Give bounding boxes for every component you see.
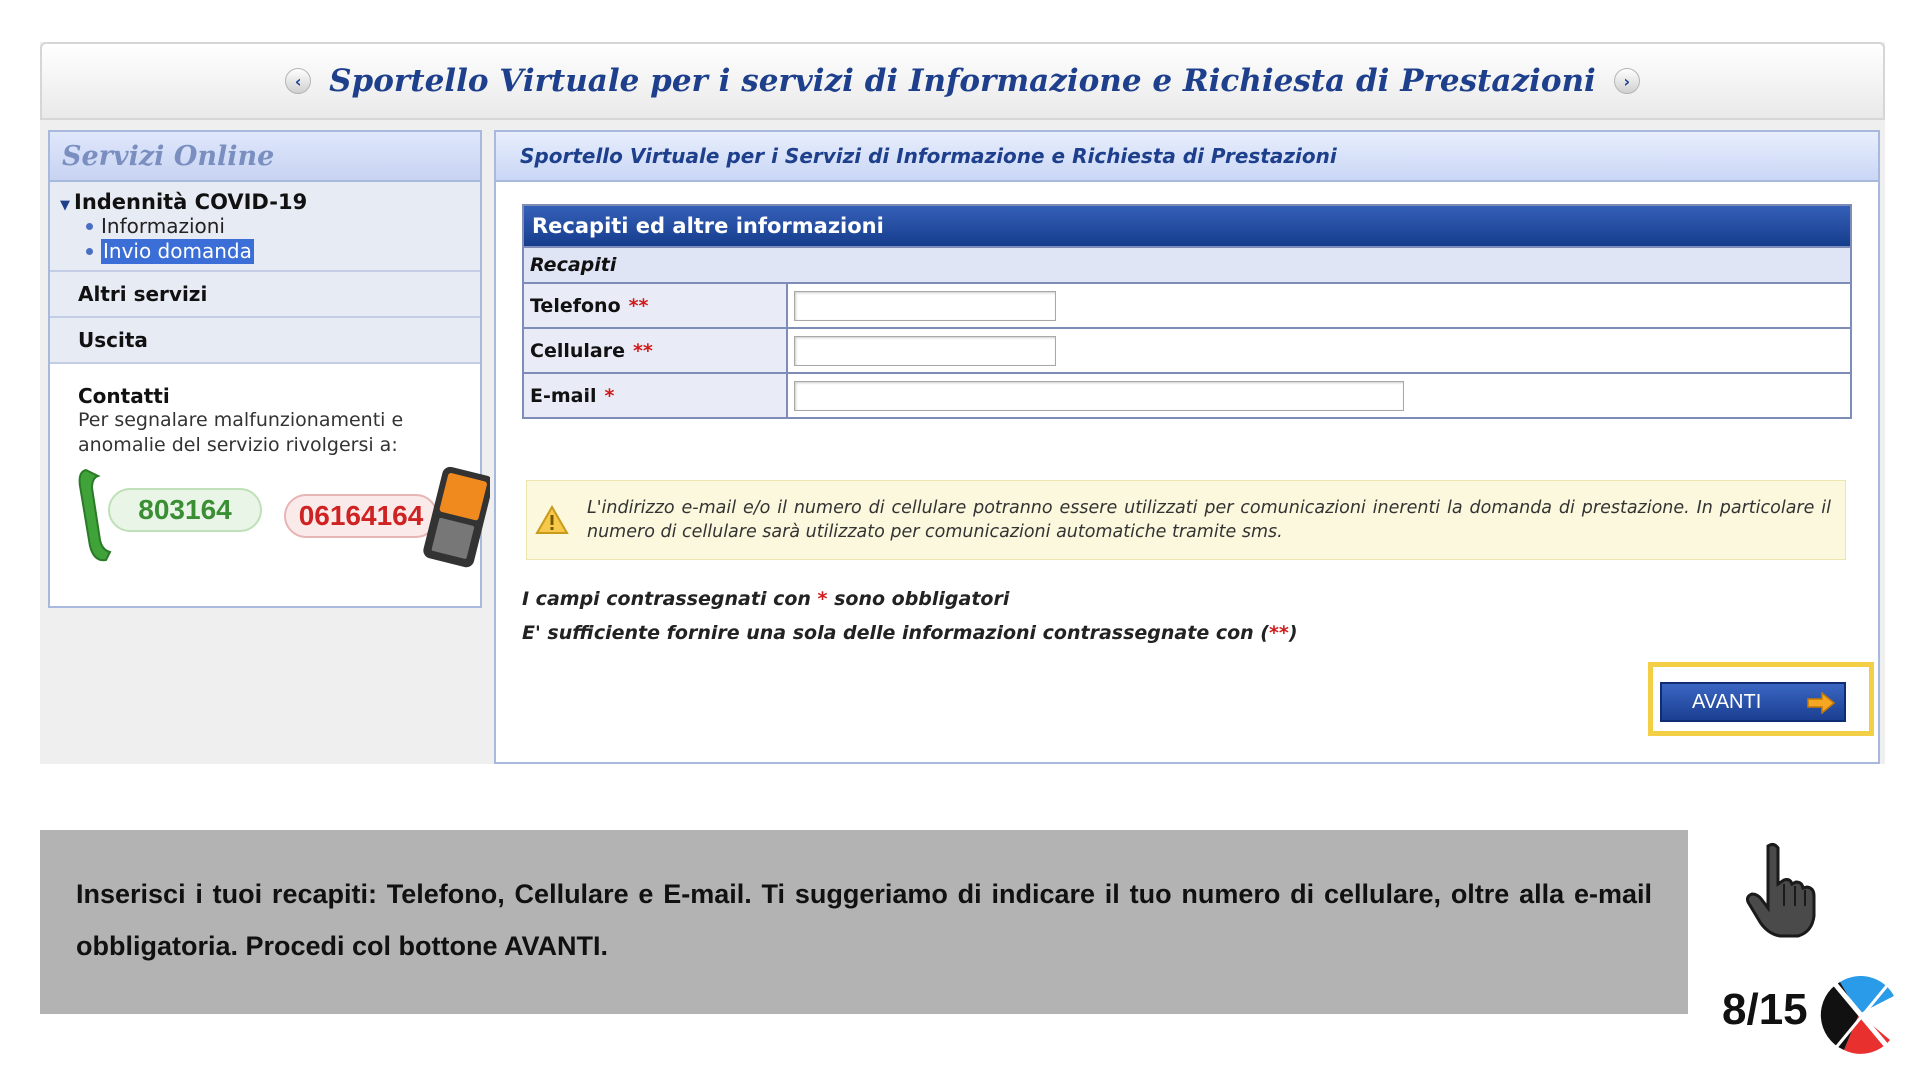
form-title: Recapiti ed altre informazioni <box>524 206 1850 246</box>
field-cell <box>788 374 1850 417</box>
sidebar-item-label: Invio domanda <box>103 239 252 263</box>
required-mark: ** <box>1268 622 1289 644</box>
main-panel <box>494 130 1880 764</box>
brand-logo-icon <box>1820 968 1898 1060</box>
note-text: E' sufficiente fornire una sola delle informazioni contrassegnate con ( <box>522 622 1269 644</box>
field-label-text: Telefono <box>530 294 621 317</box>
bullet-icon <box>86 223 93 230</box>
field-label-email <box>524 374 788 417</box>
required-mark: ** <box>632 339 653 362</box>
sidebar-category-label: Indennità COVID-19 <box>74 190 308 214</box>
email-input[interactable] <box>794 381 1404 411</box>
required-mark: ** <box>628 294 649 317</box>
form-row-cellulare <box>524 327 1850 372</box>
required-mark: * <box>604 384 615 407</box>
sidebar-item-label: Informazioni <box>101 214 225 238</box>
sidebar-item-altri-servizi[interactable]: Altri servizi <box>50 272 480 318</box>
alternative-note <box>522 622 1298 644</box>
sidebar-category-covid <box>50 182 480 272</box>
sidebar-item-invio-domanda[interactable] <box>60 239 480 264</box>
required-mark: * <box>817 588 828 610</box>
sidebar <box>48 130 482 608</box>
window-title-bar <box>40 42 1885 120</box>
window-title: Sportello Virtuale per i servizi di Informazione e Richiesta di Prestazioni <box>329 63 1596 99</box>
contacts-form <box>522 204 1852 419</box>
note-text: I campi contrassegnati con <box>522 588 818 610</box>
instruction-caption: Inserisci i tuoi recapiti: Telefono, Cellulare e E-mail. Ti suggeriamo di indicare il tuo numero di cellulare, oltre alla e-mail obbligatoria. Procedi col bottone AVANTI. <box>40 830 1688 1014</box>
field-label-text: Cellulare <box>530 339 625 362</box>
form-section-label: Recapiti <box>524 246 1850 282</box>
phone-numbers <box>78 466 480 576</box>
contacts-box <box>50 364 480 576</box>
required-note <box>522 588 1009 610</box>
field-label-cellulare <box>524 329 788 372</box>
warning-box <box>526 480 1846 560</box>
bullet-icon <box>86 248 93 255</box>
form-row-telefono <box>524 282 1850 327</box>
contacts-title: Contatti <box>78 384 170 408</box>
chevron-right-icon[interactable]: › <box>1614 68 1640 94</box>
sidebar-category-header[interactable] <box>60 190 480 214</box>
contacts-text: Per segnalare malfunzionamenti e anomalie del servizio rivolgersi a: <box>78 409 404 456</box>
warning-text: L'indirizzo e-mail e/o il numero di cellulare potranno essere utilizzati per comunicazioni inerenti la domanda di prestazione. In particolare il numero di cellulare sarà utilizzato per comunicazioni automatiche tramite sms. <box>587 498 1831 542</box>
sidebar-item-informazioni[interactable] <box>60 214 480 239</box>
avanti-button-label: AVANTI <box>1692 690 1762 713</box>
sidebar-title: Servizi Online <box>50 132 480 182</box>
field-label-text: E-mail <box>530 384 597 407</box>
main-header: Sportello Virtuale per i Servizi di Informazione e Richiesta di Prestazioni <box>496 132 1878 182</box>
chevron-down-icon: ▼ <box>60 198 70 213</box>
chevron-left-icon[interactable]: ‹ <box>285 68 311 94</box>
cellulare-input[interactable] <box>794 336 1056 366</box>
note-text: sono obbligatori <box>827 588 1010 610</box>
note-text: ) <box>1288 622 1298 644</box>
step-counter: 8/15 <box>1722 985 1808 1034</box>
screenshot-panel <box>40 42 1885 764</box>
telefono-input[interactable] <box>794 291 1056 321</box>
avanti-button[interactable] <box>1660 682 1846 722</box>
warning-icon <box>535 505 569 535</box>
form-row-email <box>524 372 1850 417</box>
phone-mobile-number: 06164164 <box>284 494 438 538</box>
field-cell <box>788 329 1850 372</box>
field-cell <box>788 284 1850 327</box>
pointer-hand-icon <box>1740 840 1820 940</box>
mobile-phone-icon <box>418 466 490 570</box>
sidebar-item-uscita[interactable]: Uscita <box>50 318 480 364</box>
arrow-right-icon <box>1806 692 1836 714</box>
phone-fixed-number: 803164 <box>108 488 262 532</box>
field-label-telefono <box>524 284 788 327</box>
